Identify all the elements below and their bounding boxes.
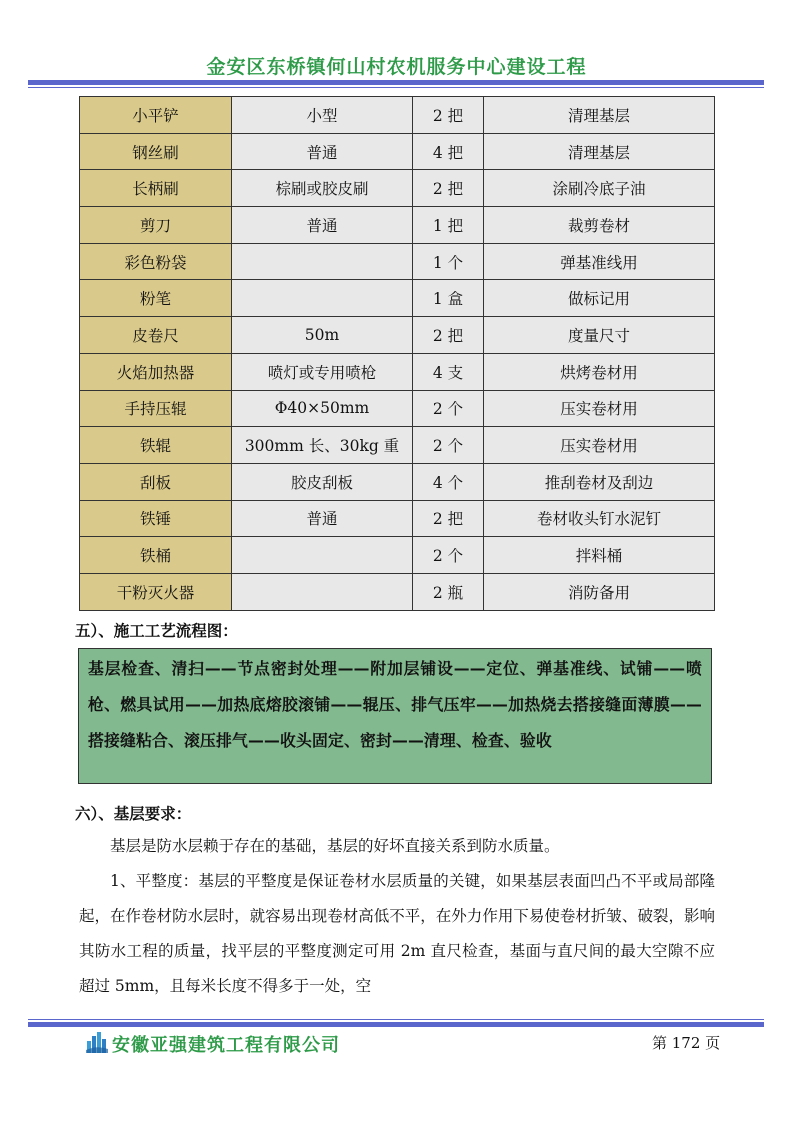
table-row (80, 463, 715, 500)
table-row (80, 537, 715, 574)
table-row (80, 353, 715, 390)
table-cell: Φ40×50mm (232, 390, 413, 427)
table-cell: 裁剪卷材 (484, 207, 715, 244)
header-rule-thin (28, 87, 764, 88)
table-row (80, 390, 715, 427)
paragraph-intro: 基层是防水层赖于存在的基础，基层的好坏直接关系到防水质量。 (110, 837, 560, 855)
table-cell: 普通 (232, 500, 413, 537)
table-cell: 清理基层 (484, 133, 715, 170)
table-row (80, 317, 715, 354)
table-row (80, 243, 715, 280)
table-cell: 2 把 (413, 500, 484, 537)
table-cell: 2 个 (413, 427, 484, 464)
footer-page-number: 第 172 页 (652, 1034, 721, 1052)
footer-rule-thin (28, 1019, 764, 1020)
table-cell: 棕刷或胶皮刷 (232, 170, 413, 207)
table-cell: 剪刀 (80, 207, 232, 244)
table-row (80, 427, 715, 464)
table-cell: 4 个 (413, 463, 484, 500)
table-cell: 卷材收头钉水泥钉 (484, 500, 715, 537)
table-cell: 清理基层 (484, 97, 715, 134)
table-cell: 烘烤卷材用 (484, 353, 715, 390)
table-cell: 铁辊 (80, 427, 232, 464)
table-cell: 4 把 (413, 133, 484, 170)
table-cell: 2 个 (413, 390, 484, 427)
table-cell: 干粉灭火器 (80, 573, 232, 610)
table-cell: 50m (232, 317, 413, 354)
table-cell: 铁桶 (80, 537, 232, 574)
table-cell: 度量尺寸 (484, 317, 715, 354)
table-cell: 推刮卷材及刮边 (484, 463, 715, 500)
table-cell: 300mm 长、30kg 重 (232, 427, 413, 464)
table-cell: 喷灯或专用喷枪 (232, 353, 413, 390)
table-cell: 小型 (232, 97, 413, 134)
table-cell: 皮卷尺 (80, 317, 232, 354)
table-cell: 手持压辊 (80, 390, 232, 427)
table-cell: 4 支 (413, 353, 484, 390)
table-cell: 2 瓶 (413, 573, 484, 610)
table-cell: 2 把 (413, 317, 484, 354)
table-cell: 2 把 (413, 170, 484, 207)
process-flow-box: 基层检查、清扫——节点密封处理——附加层铺设——定位、弹基准线、试铺——喷枪、燃具试用——加热底熔胶滚铺——辊压、排气压牢——加热烧去搭接缝面薄膜——搭接缝粘合、滚压排气——收头固定、密封——清理、检查、验收 (78, 648, 712, 784)
table-cell: 长柄刷 (80, 170, 232, 207)
table-cell: 弹基准线用 (484, 243, 715, 280)
table-row (80, 133, 715, 170)
table-row (80, 97, 715, 134)
table-row (80, 207, 715, 244)
table-cell: 2 个 (413, 537, 484, 574)
paragraph-flatness: 1、平整度：基层的平整度是保证卷材水层质量的关键，如果基层表面凹凸不平或局部隆起，在作卷材防水层时，就容易出现卷材高低不平，在外力作用下易使卷材折皱、破裂，影响其防水工程的质量，找平层的平整度测定可用 2m 直尺检查，基面与直尺间的最大空隙不应超过 5mm，且每米长度不得多于一处，空 (79, 872, 715, 995)
table-cell: 2 把 (413, 97, 484, 134)
footer-rule-thick (28, 1022, 764, 1027)
table-row (80, 170, 715, 207)
table-cell: 胶皮刮板 (232, 463, 413, 500)
table-cell: 拌料桶 (484, 537, 715, 574)
table-cell (232, 537, 413, 574)
table-cell: 粉笔 (80, 280, 232, 317)
table-cell: 消防备用 (484, 573, 715, 610)
table-cell: 做标记用 (484, 280, 715, 317)
table-cell (232, 280, 413, 317)
table-cell: 压实卷材用 (484, 390, 715, 427)
table-row (80, 500, 715, 537)
table-cell: 钢丝刷 (80, 133, 232, 170)
footer-company-name: 安徽亚强建筑工程有限公司 (112, 1035, 340, 1056)
page-header-title: 金安区东桥镇何山村农机服务中心建设工程 (206, 56, 587, 78)
table-cell: 1 个 (413, 243, 484, 280)
table-cell: 普通 (232, 133, 413, 170)
section-6-heading: 六）、基层要求： (75, 805, 192, 823)
table-row (80, 573, 715, 610)
table-cell: 普通 (232, 207, 413, 244)
table-cell: 压实卷材用 (484, 427, 715, 464)
tools-table-body (80, 97, 715, 611)
table-cell: 火焰加热器 (80, 353, 232, 390)
tools-table (79, 96, 715, 611)
table-cell: 1 盒 (413, 280, 484, 317)
header-rule-thick (28, 80, 764, 85)
table-cell (232, 573, 413, 610)
company-logo-icon (86, 1031, 108, 1053)
table-cell: 彩色粉袋 (80, 243, 232, 280)
table-row (80, 280, 715, 317)
table-cell: 刮板 (80, 463, 232, 500)
section-5-heading: 五）、施工工艺流程图： (75, 622, 238, 640)
table-cell (232, 243, 413, 280)
table-cell: 1 把 (413, 207, 484, 244)
table-cell: 小平铲 (80, 97, 232, 134)
table-cell: 涂刷冷底子油 (484, 170, 715, 207)
table-cell: 铁锤 (80, 500, 232, 537)
